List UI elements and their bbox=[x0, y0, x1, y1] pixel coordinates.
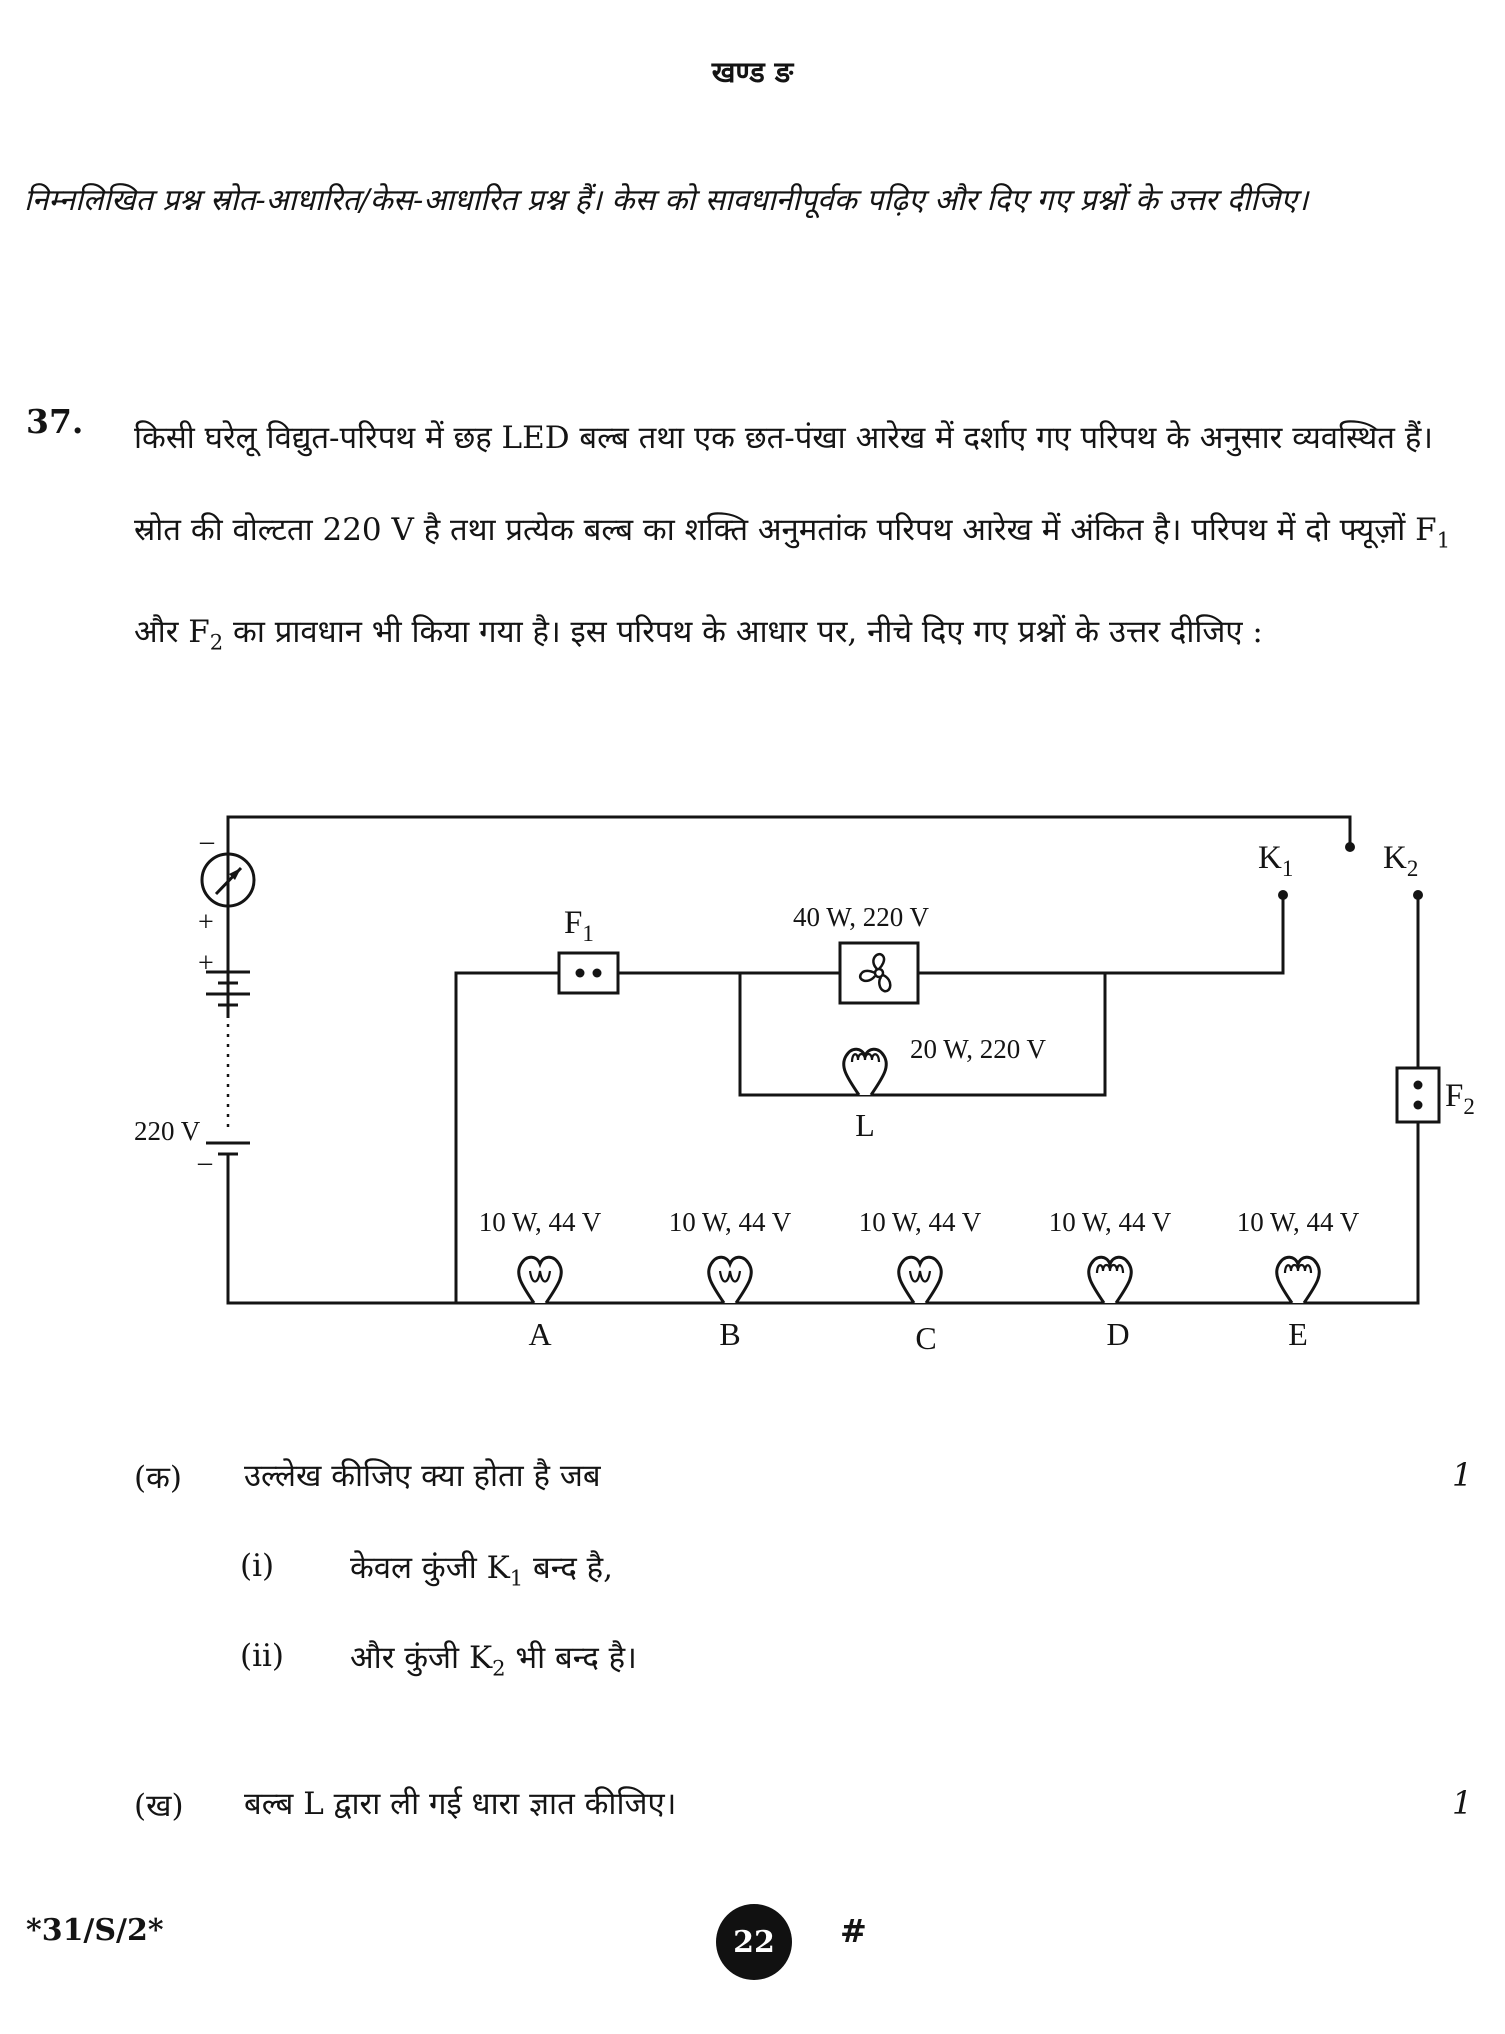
bulb-L bbox=[844, 1049, 887, 1095]
wire-fan-to-k1 bbox=[918, 898, 1283, 973]
bulb-B-rating: 10 W, 44 V bbox=[668, 1207, 792, 1237]
part-kha-label: (ख) bbox=[134, 1788, 184, 1824]
paper-code: *31/S/2* bbox=[26, 1913, 164, 1948]
part-ka-marks: 1 bbox=[1452, 1456, 1473, 1494]
k1-contact-terminal bbox=[1345, 842, 1355, 852]
top-wire bbox=[228, 817, 1350, 1018]
subpart-ii-text-after: भी बन्द है। bbox=[505, 1640, 637, 1676]
page-number-badge bbox=[716, 1904, 792, 1980]
instruction-text: निम्नलिखित प्रश्न स्रोत-आधारित/केस-आधारित प्रश्न हैं। केस को सावधानीपूर्वक पढ़िए और दिए गए प्रश्नों के उत्तर दीजिए। bbox=[24, 183, 1309, 218]
bulb-A bbox=[519, 1257, 562, 1303]
bulb-L-rating-label: 20 W, 220 V bbox=[910, 1034, 1047, 1064]
question-text-part2: और F bbox=[134, 614, 210, 651]
inner-left-wire bbox=[456, 973, 559, 1303]
part-ka-text: उल्लेख कीजिए क्या होता है जब bbox=[244, 1458, 601, 1494]
fuse-f2-box bbox=[1397, 1068, 1439, 1122]
hash-mark: # bbox=[840, 1912, 867, 1950]
meter-plus-sign: + bbox=[198, 907, 214, 938]
k1-terminal bbox=[1278, 890, 1288, 900]
bulb-B-label: B bbox=[719, 1316, 741, 1352]
bulb-L-label: L bbox=[855, 1107, 875, 1143]
question-text-part1: किसी घरेलू विद्युत-परिपथ में छह LED बल्ब तथा एक छत-पंखा आरेख में दर्शाए गए परिपथ के अनुसार व्यवस्थित हैं। स्रोत की वोल्टता 220 V है तथा प्रत्येक बल्ब का शक्ति अनुमतांक परिपथ आरेख में अंकित है। परिपथ में दो फ्यूज़ों F bbox=[134, 420, 1437, 548]
section-title: खण्ड ङ bbox=[711, 55, 794, 89]
bulb-E-label: E bbox=[1288, 1316, 1308, 1352]
circuit-diagram bbox=[120, 790, 1475, 1370]
bulb-D-rating: 10 W, 44 V bbox=[1048, 1207, 1172, 1237]
bulb-E bbox=[1277, 1257, 1320, 1303]
page-number: 22 bbox=[733, 1924, 775, 1960]
bulb-C-rating: 10 W, 44 V bbox=[858, 1207, 982, 1237]
bulb-A-label: A bbox=[528, 1316, 552, 1352]
k2-terminal bbox=[1413, 890, 1423, 900]
subpart-ii-sub: 2 bbox=[492, 1655, 506, 1681]
fuse-f2-dot-bottom bbox=[1414, 1101, 1423, 1110]
battery-minus-sign: – bbox=[198, 1147, 212, 1178]
question-sub1: 1 bbox=[1436, 527, 1451, 553]
fuse-f1-dot-right bbox=[593, 969, 602, 978]
bulb-C bbox=[899, 1257, 942, 1303]
subpart-ii-label: (ii) bbox=[240, 1638, 285, 1674]
key-k2-label: $K_2$ bbox=[1383, 840, 1419, 881]
subpart-i-text-after: बन्द है, bbox=[523, 1550, 613, 1586]
battery-plus-sign: + bbox=[198, 948, 214, 979]
subpart-i-sub: 1 bbox=[509, 1565, 524, 1591]
source-voltage-label: 220 V bbox=[134, 1116, 201, 1146]
fuse-f2-label: $F_2$ bbox=[1445, 1078, 1475, 1119]
part-kha-marks: 1 bbox=[1452, 1784, 1473, 1822]
meter-minus-sign: – bbox=[200, 826, 214, 857]
fan-box bbox=[840, 943, 918, 1003]
subpart-i-text bbox=[350, 1546, 613, 1590]
part-ka-label: (क) bbox=[134, 1460, 182, 1496]
bulb-D-label: D bbox=[1106, 1316, 1130, 1352]
question-sub2: 2 bbox=[209, 629, 224, 655]
question-text bbox=[134, 392, 1454, 689]
subpart-ii-text-before: और कुंजी K bbox=[350, 1640, 493, 1676]
bulb-D bbox=[1089, 1257, 1132, 1303]
question-text-part3: का प्रावधान भी किया गया है। इस परिपथ के आधार पर, नीचे दिए गए प्रश्नों के उत्तर दीजिए : bbox=[223, 614, 1263, 651]
key-k1-label: $K_1$ bbox=[1258, 840, 1294, 881]
fuse-f2-dot-top bbox=[1414, 1081, 1423, 1090]
fuse-f1-box bbox=[559, 953, 618, 993]
fuse-f1-dot-left bbox=[576, 969, 585, 978]
part-kha-text: बल्ब L द्वारा ली गई धारा ज्ञात कीजिए। bbox=[244, 1786, 677, 1822]
bulb-E-rating: 10 W, 44 V bbox=[1236, 1207, 1360, 1237]
bulb-A-rating: 10 W, 44 V bbox=[478, 1207, 602, 1237]
question-number: 37. bbox=[26, 402, 84, 441]
bulb-B bbox=[709, 1257, 752, 1303]
subpart-ii-text bbox=[350, 1636, 637, 1680]
subpart-i-text-before: केवल कुंजी K bbox=[350, 1550, 510, 1586]
subpart-i-label: (i) bbox=[240, 1548, 275, 1584]
fuse-f1-label: $F_1$ bbox=[564, 905, 594, 946]
fan-rating-label: 40 W, 220 V bbox=[793, 902, 930, 932]
bulb-C-label: C bbox=[915, 1320, 937, 1356]
